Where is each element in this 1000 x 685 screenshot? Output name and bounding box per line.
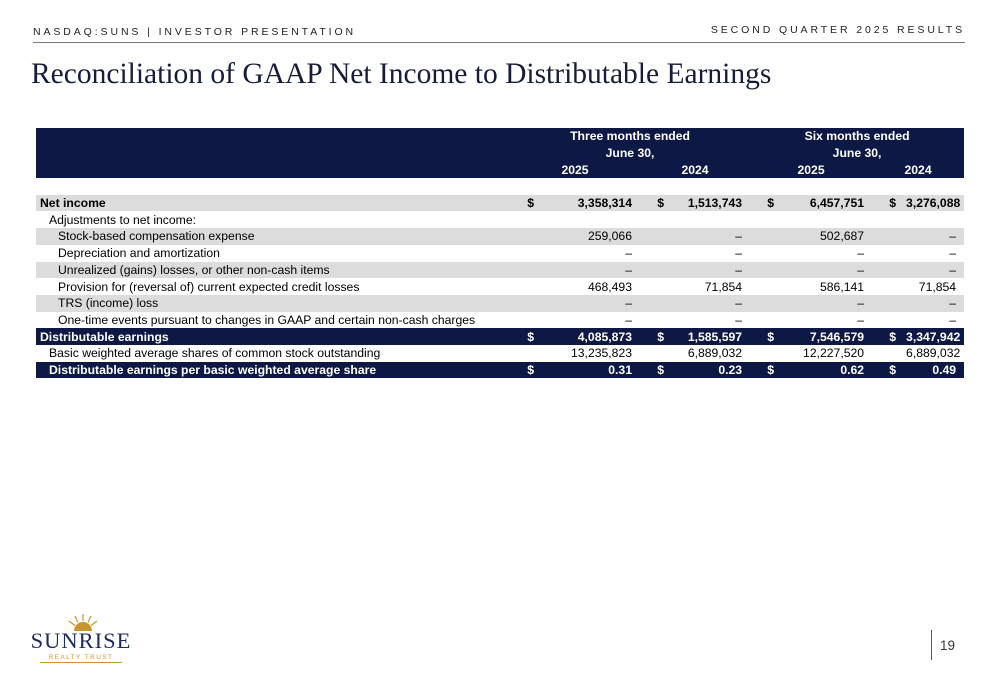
header-row-years [36, 161, 964, 178]
table-row [36, 278, 964, 295]
cell-value: 6,457,751 [780, 195, 872, 212]
year-col-2: 2024 [640, 161, 750, 178]
cell-value: 3,276,088 [902, 195, 964, 212]
logo-underline [40, 662, 122, 663]
cell-value: 6,889,032 [906, 346, 961, 361]
cell-value: – [902, 228, 964, 245]
header-left-text: NASDAQ:SUNS | INVESTOR PRESENTATION [33, 26, 357, 38]
currency-symbol: $ [872, 328, 902, 345]
header-row-group [36, 128, 964, 145]
table-row [36, 328, 964, 345]
header-right-text: SECOND QUARTER 2025 RESULTS [710, 24, 965, 36]
six-months-date: June 30, [750, 145, 964, 162]
three-months-date: June 30, [510, 145, 750, 162]
cell-value: 6,889,032 [687, 346, 743, 361]
cell-value: 71,854 [918, 279, 957, 294]
cell-value: – [735, 312, 743, 327]
page-number: 19 [940, 638, 956, 653]
cell-value: – [670, 228, 750, 245]
cell-value: 0.31 [540, 362, 640, 379]
slide-header [33, 24, 965, 43]
year-col-3: 2025 [750, 161, 872, 178]
row-label: Depreciation and amortization [58, 246, 220, 261]
cell-value: – [857, 246, 865, 261]
currency-symbol: $ [510, 328, 540, 345]
currency-symbol: $ [640, 328, 670, 345]
reconciliation-table [36, 128, 964, 378]
table-row [36, 262, 964, 279]
cell-value: – [670, 262, 750, 279]
six-months-header: Six months ended [750, 128, 964, 145]
currency-symbol: $ [872, 195, 902, 212]
year-col-1: 2025 [510, 161, 640, 178]
currency-symbol: $ [872, 362, 902, 379]
cell-value: 502,687 [780, 228, 872, 245]
row-label: Adjustments to net income: [49, 212, 196, 227]
currency-symbol: $ [750, 362, 780, 379]
cell-value: 13,235,823 [571, 346, 632, 361]
cell-value: – [625, 312, 632, 327]
cell-value: – [902, 295, 964, 312]
cell-value: 586,141 [819, 279, 865, 294]
row-label: Net income [36, 195, 510, 212]
cell-value: 3,347,942 [902, 328, 964, 345]
cell-value: 4,085,873 [540, 328, 640, 345]
currency-symbol: $ [640, 195, 670, 212]
cell-value: 468,493 [587, 279, 632, 294]
cell-value: – [670, 295, 750, 312]
table-row [36, 362, 964, 379]
table-row [36, 245, 964, 262]
cell-value: 12,227,520 [803, 346, 865, 361]
table-row [36, 295, 964, 312]
currency-symbol: $ [510, 195, 540, 212]
cell-value: – [949, 312, 957, 327]
logo-wordmark: SUNRISE [30, 628, 132, 653]
cell-value: 0.62 [780, 362, 872, 379]
cell-value: 0.23 [670, 362, 750, 379]
table-row [36, 228, 964, 245]
row-label: Provision for (reversal of) current expected credit losses [58, 279, 360, 294]
currency-symbol: $ [750, 195, 780, 212]
page-title: Reconciliation of GAAP Net Income to Distributable Earnings [31, 58, 772, 90]
currency-symbol: $ [640, 362, 670, 379]
logo-subtitle: REALTY TRUST [48, 654, 114, 661]
cell-value: 3,358,314 [540, 195, 640, 212]
cell-value: – [625, 246, 632, 261]
cell-value: – [540, 262, 640, 279]
cell-value: 259,066 [540, 228, 640, 245]
three-months-header: Three months ended [510, 128, 750, 145]
table-row [36, 195, 964, 212]
row-label: Stock-based compensation expense [36, 228, 510, 245]
row-label: Unrealized (gains) losses, or other non-cash items [36, 262, 510, 279]
cell-value: – [949, 246, 957, 261]
cell-value: – [540, 295, 640, 312]
cell-value: – [780, 295, 872, 312]
currency-symbol: $ [510, 362, 540, 379]
currency-symbol: $ [750, 328, 780, 345]
row-label: Distributable earnings [36, 328, 510, 345]
table-row [36, 312, 964, 329]
cell-value: – [780, 262, 872, 279]
cell-value: 7,546,579 [780, 328, 872, 345]
cell-value: 1,513,743 [670, 195, 750, 212]
page-number-divider [931, 630, 932, 660]
year-col-4: 2024 [872, 161, 964, 178]
cell-value: – [902, 262, 964, 279]
table-row [36, 345, 964, 362]
cell-value: – [857, 312, 865, 327]
row-label: Basic weighted average shares of common stock outstanding [49, 346, 381, 361]
table-row [36, 211, 964, 228]
row-label: One-time events pursuant to changes in GAAP and certain non-cash charges [58, 312, 476, 327]
row-label: Distributable earnings per basic weighted average share [36, 362, 510, 379]
cell-value: – [735, 246, 743, 261]
cell-value: 1,585,597 [670, 328, 750, 345]
cell-value: 0.49 [902, 362, 964, 379]
cell-value: 71,854 [704, 279, 743, 294]
sunrise-logo [24, 614, 142, 666]
header-row-date [36, 145, 964, 162]
row-label: TRS (income) loss [36, 295, 510, 312]
